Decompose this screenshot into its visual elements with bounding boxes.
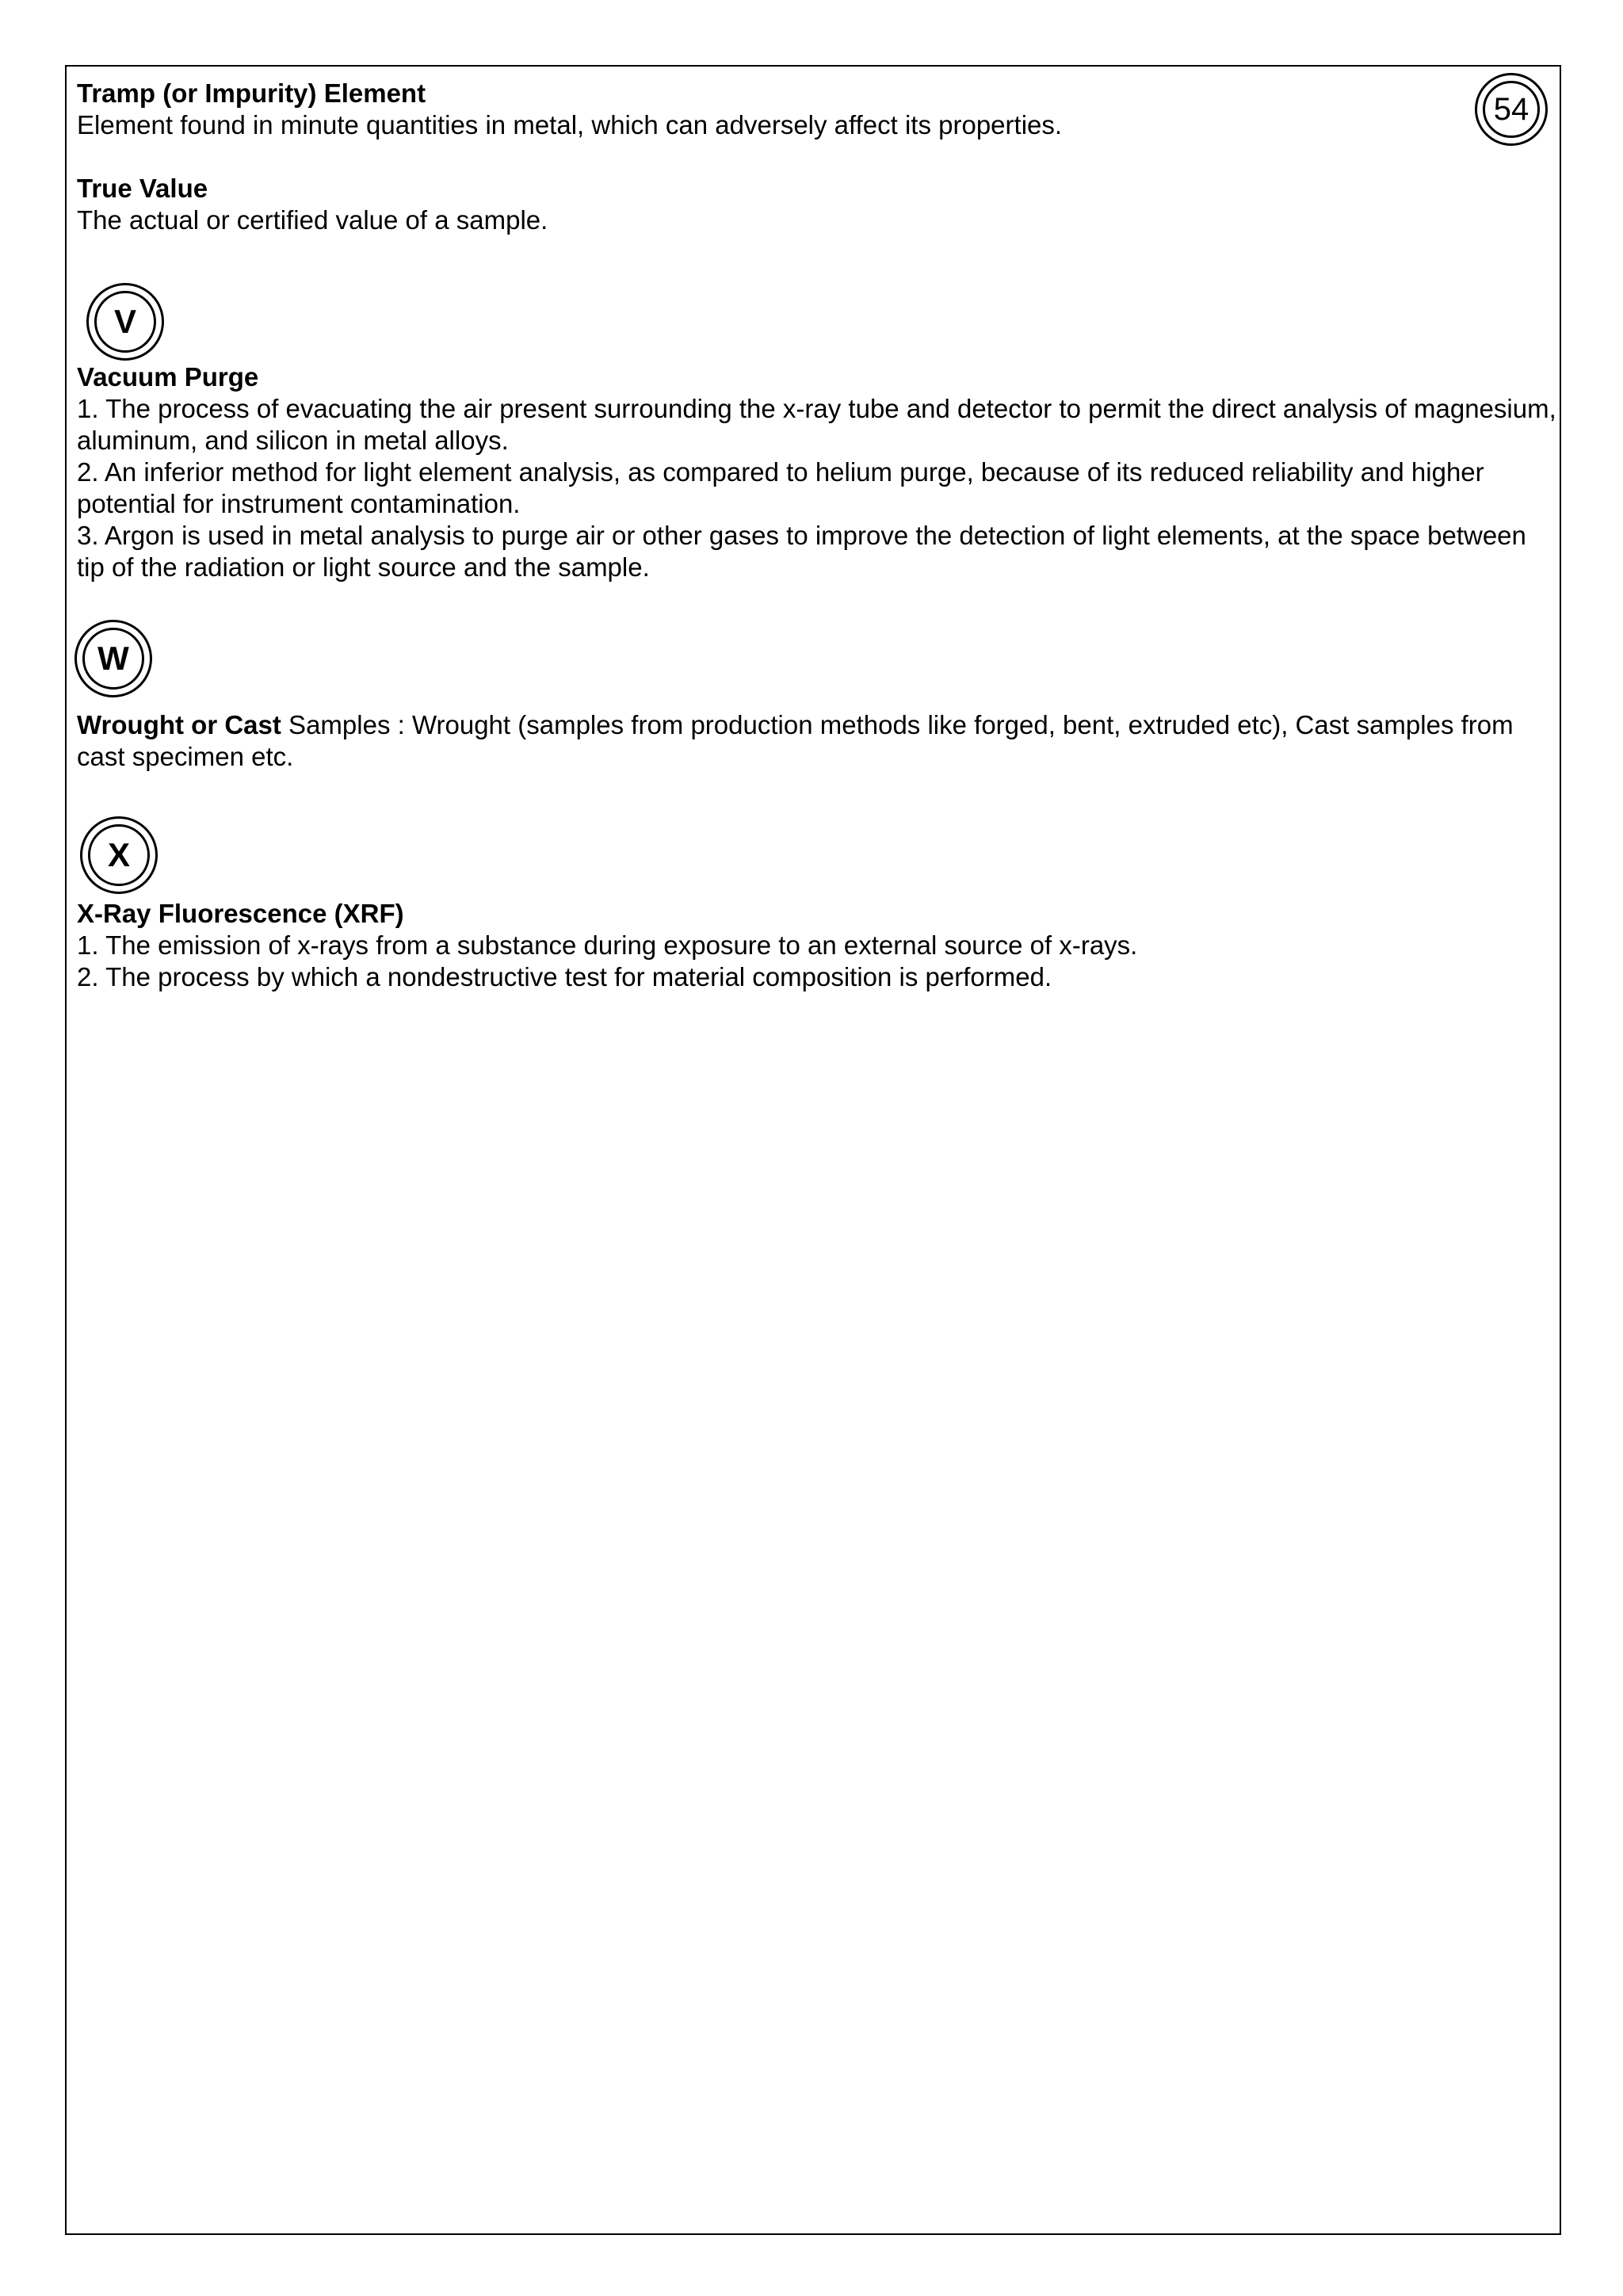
section-letter-badge-w [74,620,152,697]
term-title: Wrought or Cast [77,710,281,739]
term-title: Vacuum Purge [77,362,259,392]
entry-tramp [77,78,1557,141]
entry-vacuum-purge [77,361,1557,583]
entry-true-value [77,173,1557,236]
section-letter: V [94,291,156,353]
entry-wrought-or-cast [77,709,1557,773]
list-item: 1. The emission of x-rays from a substance during exposure to an external source of x-rays. [77,930,1138,960]
list-item: 1. The process of evacuating the air present surrounding the x-ray tube and detector to permit the direct analysis of magnesium, aluminum, and silicon in metal alloys. [77,394,1556,455]
term-definition: Samples : Wrought (samples from production methods like forged, bent, extruded etc), Cast samples from cast specimen etc. [77,710,1514,771]
section-letter: X [88,824,150,886]
list-item: 3. Argon is used in metal analysis to purge air or other gases to improve the detection of light elements, at the space between tip of the radiation or light source and the sample. [77,521,1526,582]
entry-xrf [77,898,1557,993]
section-letter-badge-x [80,816,158,894]
term-title: True Value [77,174,208,203]
term-title: X-Ray Fluorescence (XRF) [77,899,404,928]
term-definition: Element found in minute quantities in metal, which can adversely affect its properties. [77,110,1063,139]
term-definition: The actual or certified value of a sample. [77,205,548,235]
section-letter-badge-v [86,283,164,361]
list-item: 2. An inferior method for light element analysis, as compared to helium purge, because of its reduced reliability and higher potential for instrument contamination. [77,457,1484,518]
list-item: 2. The process by which a nondestructive test for material composition is performed. [77,962,1052,991]
page-number: 54 [1483,81,1540,138]
section-letter: W [82,628,144,690]
term-title: Tramp (or Impurity) Element [77,78,426,108]
